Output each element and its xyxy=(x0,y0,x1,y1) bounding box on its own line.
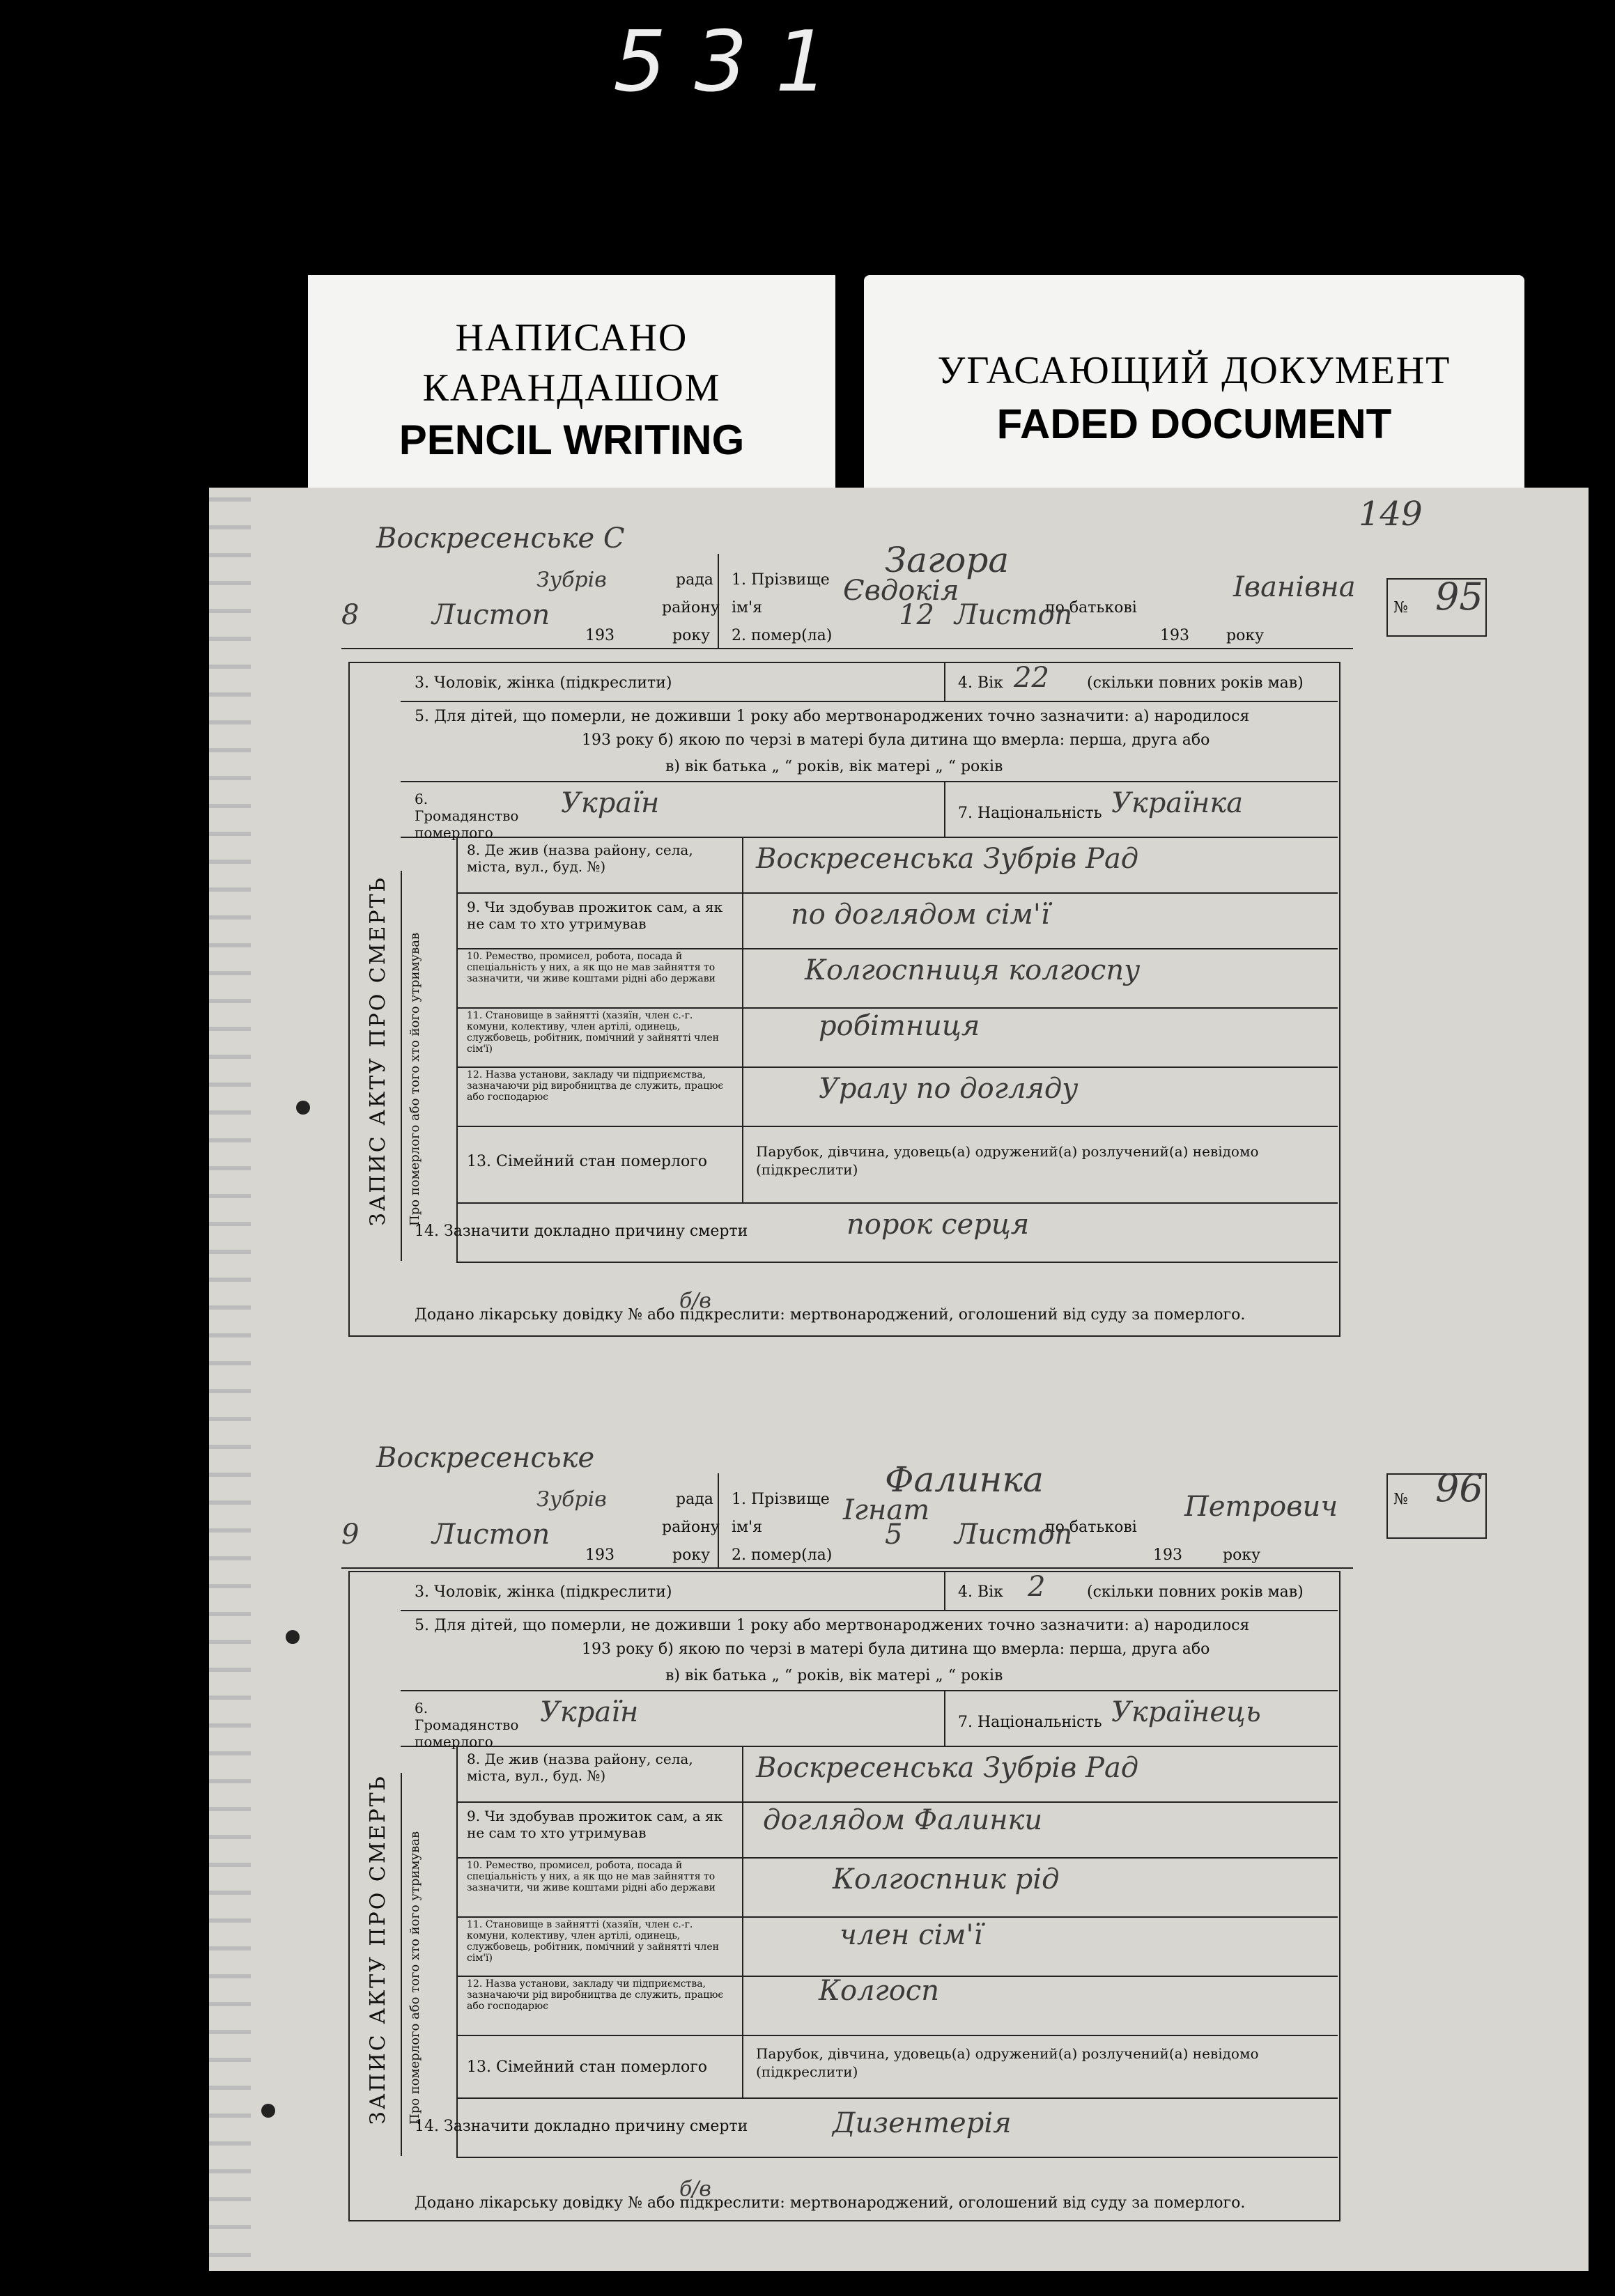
number-sign: № xyxy=(1393,599,1408,616)
age-value: 22 xyxy=(1014,662,1049,694)
header-divider xyxy=(341,648,718,649)
vertical-title: ЗАПИС АКТУ ПРО СМЕРТЬ xyxy=(366,1774,390,2125)
occupation-value: Колгоспниця колгоспу xyxy=(805,954,1141,986)
year-suffix: року xyxy=(672,1546,711,1564)
year-label: 193 xyxy=(585,627,615,644)
q13-options: Парубок, дівчина, удовець(а) одружений(а) розлучений(а) невідомо (підкреслити) xyxy=(756,2045,1259,2080)
page-number: 149 xyxy=(1359,495,1423,534)
sex-label: 3. Чоловік, жінка (підкреслити) xyxy=(415,674,672,692)
livelihood-value: по доглядом сім'ї xyxy=(791,899,1050,931)
certificate-value: б/в xyxy=(679,2177,711,2201)
citizenship-value: Україн xyxy=(540,1696,639,1728)
rada-label: рада xyxy=(676,571,713,589)
label-line: НАПИСАНО xyxy=(455,316,688,359)
label-line: КАРАНДАШОМ xyxy=(422,366,721,410)
binding-hole xyxy=(261,2104,275,2118)
cause-value: Дизентерія xyxy=(833,2107,1012,2139)
age-value: 2 xyxy=(1028,1571,1046,1603)
death-year-label: 193 xyxy=(1160,627,1189,644)
name-label: ім'я xyxy=(732,1519,763,1536)
q8-label: 8. Де жив (назва району, села, міста, вул., буд. №) xyxy=(467,1751,693,1784)
citizenship-label: 6. Громадянство померлого xyxy=(415,1700,519,1750)
reg-month: Листоп xyxy=(432,599,550,631)
livelihood-value: доглядом Фалинки xyxy=(763,1804,1043,1836)
name-value: Ігнат xyxy=(843,1494,930,1526)
cause-value: порок серця xyxy=(847,1209,1030,1241)
rayon-label: району xyxy=(662,599,720,616)
q13-options: Парубок, дівчина, удовець(а) одружений(а) розлучений(а) невідомо (підкреслити) xyxy=(756,1143,1259,1178)
age-label: 4. Вік xyxy=(958,1583,1003,1601)
citizenship-value: Україн xyxy=(561,787,660,819)
reg-month: Листоп xyxy=(432,1519,550,1551)
death-year-label: 193 xyxy=(1153,1546,1182,1564)
rada-label: рада xyxy=(676,1491,713,1508)
patronymic-value: Петрович xyxy=(1184,1491,1338,1523)
rayon-value: Зубрів xyxy=(536,568,607,592)
citizenship-divider xyxy=(944,781,945,837)
sex-age-divider xyxy=(944,1571,945,1610)
sex-label: 3. Чоловік, жінка (підкреслити) xyxy=(415,1583,672,1601)
label-line: FADED DOCUMENT xyxy=(996,401,1392,447)
label-line: PENCIL WRITING xyxy=(399,417,745,463)
vertical-title: ЗАПИС АКТУ ПРО СМЕРТЬ xyxy=(366,876,390,1226)
q12-label: 12. Назва установи, закладу чи підприємства, зазначаючи рід виробництва де служить, працює або господарює xyxy=(467,1978,724,2012)
citizenship-label: 6. Громадянство померлого xyxy=(415,791,519,841)
q10-label: 10. Ремество, промисел, робота, посада й спеціальність у них, а як що не мав зайняття то зазначити, чи живе коштами рідні або держави xyxy=(467,1860,716,1893)
nationality-value: Українка xyxy=(1111,787,1244,819)
surname-label: 1. Прізвище xyxy=(732,571,830,589)
name-value: Євдокія xyxy=(843,575,959,607)
q11-label: 11. Становище в зайнятті (хазяїн, член с.-г. комуни, колективу, член артілі, одинець, службовець, робітник, помічний у зайнятті член сім'ї) xyxy=(467,1010,719,1055)
death-year-suffix: року xyxy=(1223,1546,1261,1564)
death-month: Листоп xyxy=(955,1519,1073,1551)
surname-value: Загора xyxy=(885,540,1010,580)
q14-label: 14. Зазначити докладно причину смерти xyxy=(415,2118,748,2135)
residence-value: Воскресенська Зубрів Рад xyxy=(756,1752,1139,1784)
footer-text: Додано лікарську довідку № або підкреслити: мертвонароджений, оголошений від суду за померлого. xyxy=(415,1306,1246,1324)
patronymic-label: по батькові xyxy=(1045,599,1137,616)
q14-label: 14. Зазначити докладно причину смерти xyxy=(415,1223,748,1240)
died-label: 2. помер(ла) xyxy=(732,627,833,644)
q13-label: 13. Сімейний стан померлого xyxy=(467,1153,708,1170)
q12-label: 12. Назва установи, закладу чи підприємства, зазначаючи рід виробництва де служить, працює або господарює xyxy=(467,1069,724,1103)
q11-label: 11. Становище в зайнятті (хазяїн, член с.-г. комуни, колективу, член артілі, одинець, службовець, робітник, помічний у зайнятті член сім'ї) xyxy=(467,1919,719,1964)
patronymic-value: Іванівна xyxy=(1233,571,1356,603)
age-hint: (скільки повних років мав) xyxy=(1087,674,1304,692)
death-month: Листоп xyxy=(955,599,1073,631)
nationality-label: 7. Національність xyxy=(958,1714,1102,1731)
record-number: 95 xyxy=(1435,575,1483,619)
torn-edge xyxy=(209,488,251,2271)
workplace-value: Колгосп xyxy=(819,1975,939,2007)
record-header xyxy=(341,522,1483,648)
children-line: 193 року б) якою по черзі в матері була дитина що вмерла: перша, друга або xyxy=(582,731,1210,749)
record-fields xyxy=(401,662,1338,1334)
children-line: 193 року б) якою по черзі в матері була дитина що вмерла: перша, друга або xyxy=(582,1640,1210,1658)
footer-text: Додано лікарську довідку № або підкреслити: мертвонароджений, оголошений від суду за померлого. xyxy=(415,2194,1246,2212)
position-value: робітниця xyxy=(819,1010,980,1042)
rada-value: Воскресенське xyxy=(376,1442,595,1474)
rada-value: Воскресенське С xyxy=(376,522,625,554)
surname-value: Фалинка xyxy=(885,1459,1044,1500)
reg-day: 8 xyxy=(341,599,360,631)
residence-value: Воскресенська Зубрів Рад xyxy=(756,843,1139,875)
certificate-value: б/в xyxy=(679,1289,711,1313)
number-sign: № xyxy=(1393,1491,1408,1508)
reg-day: 9 xyxy=(341,1519,360,1551)
surname-label: 1. Прізвище xyxy=(732,1491,830,1508)
faded-document-label xyxy=(864,275,1524,498)
q10-label: 10. Ремество, промисел, робота, посада й спеціальність у них, а як що не мав зайняття то зазначити, чи живе коштами рідні або держави xyxy=(467,951,716,984)
binding-hole xyxy=(286,1630,300,1644)
rayon-label: району xyxy=(662,1519,720,1536)
q9-label: 9. Чи здобував прожиток сам, а як не сам то хто утримував xyxy=(467,899,723,932)
children-line: 5. Для дітей, що померли, не доживши 1 року або мертвонароджених точно зазначити: а) народилося xyxy=(415,708,1250,725)
year-suffix: року xyxy=(672,627,711,644)
pencil-writing-label xyxy=(308,275,835,498)
header-divider xyxy=(341,1567,718,1569)
q8-label: 8. Де жив (назва району, села, міста, вул., буд. №) xyxy=(467,841,693,875)
label-line: УГАСАЮЩИЙ ДОКУМЕНТ xyxy=(937,349,1451,392)
death-year-suffix: року xyxy=(1226,627,1265,644)
rayon-value: Зубрів xyxy=(536,1487,607,1512)
nationality-label: 7. Національність xyxy=(958,805,1102,822)
death-day: 12 xyxy=(899,599,934,631)
position-value: член сім'ї xyxy=(840,1919,983,1951)
occupation-value: Колгоспник рід xyxy=(833,1863,1060,1895)
q9-label: 9. Чи здобував прожиток сам, а як не сам то хто утримував xyxy=(467,1808,723,1841)
death-day: 5 xyxy=(885,1519,903,1551)
vertical-subtitle: Про померлого або того хто його утримував xyxy=(408,1831,422,2125)
record-fields xyxy=(401,1571,1338,2219)
citizenship-divider xyxy=(944,1690,945,1746)
patronymic-label: по батькові xyxy=(1045,1519,1137,1536)
nationality-value: Українець xyxy=(1111,1696,1261,1728)
q13-label: 13. Сімейний стан померлого xyxy=(467,2058,708,2076)
record-header xyxy=(341,1442,1483,1567)
children-line: в) вік батька „ “ років, вік матері „ “ років xyxy=(665,1667,1003,1684)
record-number: 96 xyxy=(1435,1466,1483,1510)
died-label: 2. помер(ла) xyxy=(732,1546,833,1564)
archive-scan-number: 531 xyxy=(613,14,857,111)
age-hint: (скільки повних років мав) xyxy=(1087,1583,1304,1601)
name-label: ім'я xyxy=(732,599,763,616)
children-line: в) вік батька „ “ років, вік матері „ “ років xyxy=(665,758,1003,775)
vertical-subtitle: Про померлого або того хто його утримував xyxy=(408,932,422,1226)
age-label: 4. Вік xyxy=(958,674,1003,692)
binding-hole xyxy=(296,1101,310,1115)
children-line: 5. Для дітей, що померли, не доживши 1 року або мертвонароджених точно зазначити: а) народилося xyxy=(415,1617,1250,1634)
workplace-value: Уралу по догляду xyxy=(819,1073,1079,1105)
year-label: 193 xyxy=(585,1546,615,1564)
sex-age-divider xyxy=(944,662,945,701)
